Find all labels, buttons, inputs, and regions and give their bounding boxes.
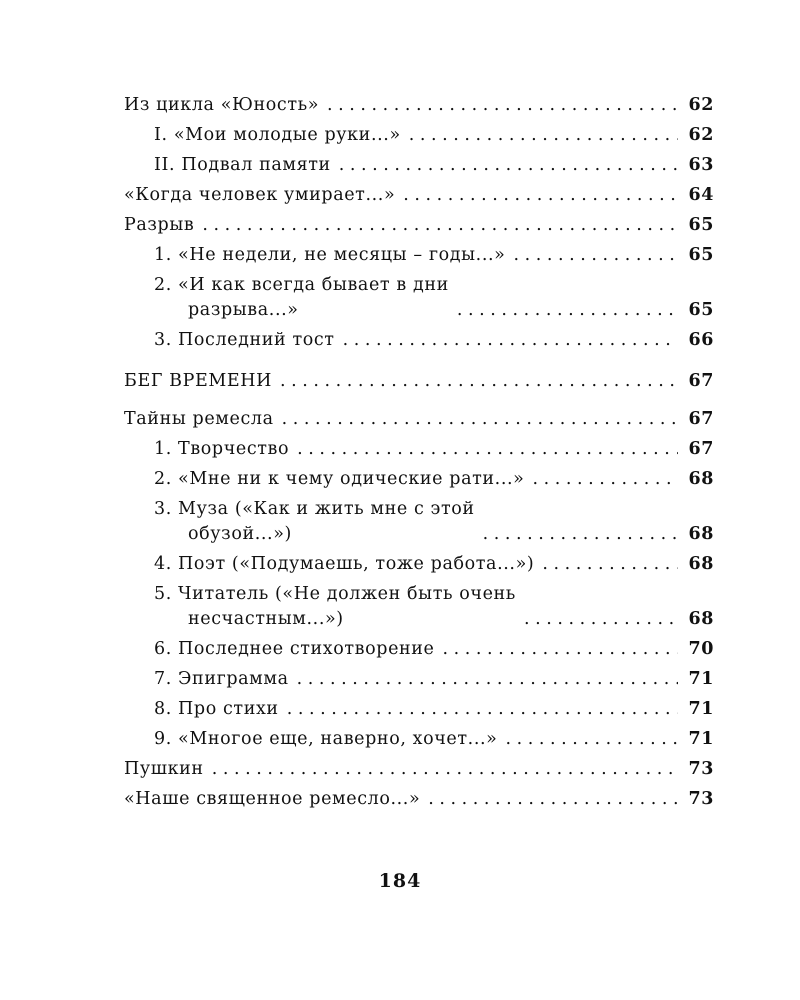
toc-entry-page: 62 — [688, 95, 714, 115]
toc-entry-title: Из цикла «Юность» — [124, 95, 320, 115]
toc-entry — [124, 727, 714, 752]
toc-entry — [124, 437, 714, 462]
toc-entry-page: 67 — [688, 439, 714, 459]
toc-entry-title: 7. Эпиграмма — [154, 669, 289, 689]
toc-entry — [124, 637, 714, 662]
leader-dots — [287, 697, 678, 722]
toc-entry — [124, 183, 714, 208]
toc-entry-page: 68 — [688, 469, 714, 489]
toc-entry-title: 2. «Мне ни к чему одические рати...» — [154, 469, 525, 489]
toc-entry-page: 67 — [688, 371, 714, 391]
leader-dots — [282, 407, 678, 432]
toc-entry — [124, 582, 714, 632]
toc-entry-title — [154, 497, 475, 547]
leader-dots — [327, 93, 678, 118]
leader-dots — [212, 757, 678, 782]
toc-entry-title: «Когда человек умирает...» — [124, 185, 396, 205]
toc-entry-title: «Наше священное ремесло...» — [124, 789, 421, 809]
toc-entry-title-line1: 5. Читатель («Не должен быть очень — [154, 584, 516, 604]
toc-entry-page: 65 — [688, 215, 714, 235]
toc-entry — [124, 667, 714, 692]
toc-entry-title: 4. Поэт («Подумаешь, тоже работа...») — [154, 554, 535, 574]
toc-entry — [124, 552, 714, 577]
toc-entry-title — [154, 582, 516, 632]
page-number: 184 — [378, 870, 422, 892]
toc-entry — [124, 787, 714, 812]
toc-entry-page: 65 — [688, 245, 714, 265]
toc-entry-title-line2: разрыва...» — [188, 300, 299, 320]
leader-dots — [542, 552, 678, 577]
leader-dots — [483, 522, 678, 547]
leader-dots — [457, 298, 678, 323]
toc-entry-page: 67 — [688, 409, 714, 429]
toc-entry-title: 1. Творчество — [154, 439, 290, 459]
toc-entry-title: I. «Мои молодые руки...» — [154, 125, 401, 145]
toc-entry-page: 66 — [688, 330, 714, 350]
leader-dots — [202, 213, 678, 238]
leader-dots — [343, 328, 678, 353]
toc-entry-page: 70 — [688, 639, 714, 659]
toc-entry — [124, 497, 714, 547]
toc-entry-title: 3. Последний тост — [154, 330, 335, 350]
toc-entry-title: 9. «Многое еще, наверно, хочет...» — [154, 729, 498, 749]
toc-entry — [124, 328, 714, 353]
toc-entry-page: 73 — [688, 759, 714, 779]
toc-entry-title: Тайны ремесла — [124, 409, 274, 429]
leader-dots — [339, 153, 678, 178]
toc-entry-page: 68 — [688, 554, 714, 574]
toc-entry-page: 63 — [688, 155, 714, 175]
toc-entry — [124, 153, 714, 178]
leader-dots — [428, 787, 678, 812]
toc-entry-page: 71 — [688, 669, 714, 689]
toc-entry — [124, 123, 714, 148]
toc-entry — [124, 243, 714, 268]
leader-dots — [524, 607, 678, 632]
toc-entry-title-line1: 2. «И как всегда бывает в дни — [154, 275, 449, 295]
toc-entry — [124, 273, 714, 323]
leader-dots — [280, 369, 678, 394]
toc-entry-page: 62 — [688, 125, 714, 145]
toc-entry — [124, 93, 714, 118]
toc-entry-page: 71 — [688, 729, 714, 749]
leader-dots — [443, 637, 678, 662]
toc-entry-title: 1. «Не недели, не месяцы – годы...» — [154, 245, 506, 265]
leader-dots — [403, 183, 678, 208]
leader-dots — [297, 667, 678, 692]
toc-entry — [124, 407, 714, 432]
toc-entry-title: 8. Про стихи — [154, 699, 279, 719]
toc-entry-title — [154, 273, 449, 323]
toc-entry-page: 64 — [688, 185, 714, 205]
toc-entry-title-line2: несчастным...») — [188, 609, 344, 629]
toc-entry-title: Пушкин — [124, 759, 204, 779]
toc-entry — [124, 213, 714, 238]
toc-section-heading — [124, 369, 714, 394]
toc-entry-page: 71 — [688, 699, 714, 719]
toc-entry — [124, 697, 714, 722]
toc-entry-page: 68 — [688, 524, 714, 544]
leader-dots — [297, 437, 678, 462]
toc-entry-title: Разрыв — [124, 215, 195, 235]
toc-entry-title: II. Подвал памяти — [154, 155, 331, 175]
toc-entry-title-line1: 3. Муза («Как и жить мне с этой — [154, 499, 475, 519]
toc-entry-title-line2: обузой...») — [188, 524, 292, 544]
leader-dots — [532, 467, 678, 492]
toc-entry-page: 65 — [688, 300, 714, 320]
toc-entry-page: 73 — [688, 789, 714, 809]
leader-dots — [505, 727, 678, 752]
toc-entry-title: БЕГ ВРЕМЕНИ — [124, 371, 273, 391]
table-of-contents — [124, 93, 714, 817]
toc-entry-title: 6. Последнее стихотворение — [154, 639, 435, 659]
toc-entry-page: 68 — [688, 609, 714, 629]
toc-entry — [124, 757, 714, 782]
toc-entry — [124, 467, 714, 492]
leader-dots — [513, 243, 678, 268]
leader-dots — [409, 123, 678, 148]
